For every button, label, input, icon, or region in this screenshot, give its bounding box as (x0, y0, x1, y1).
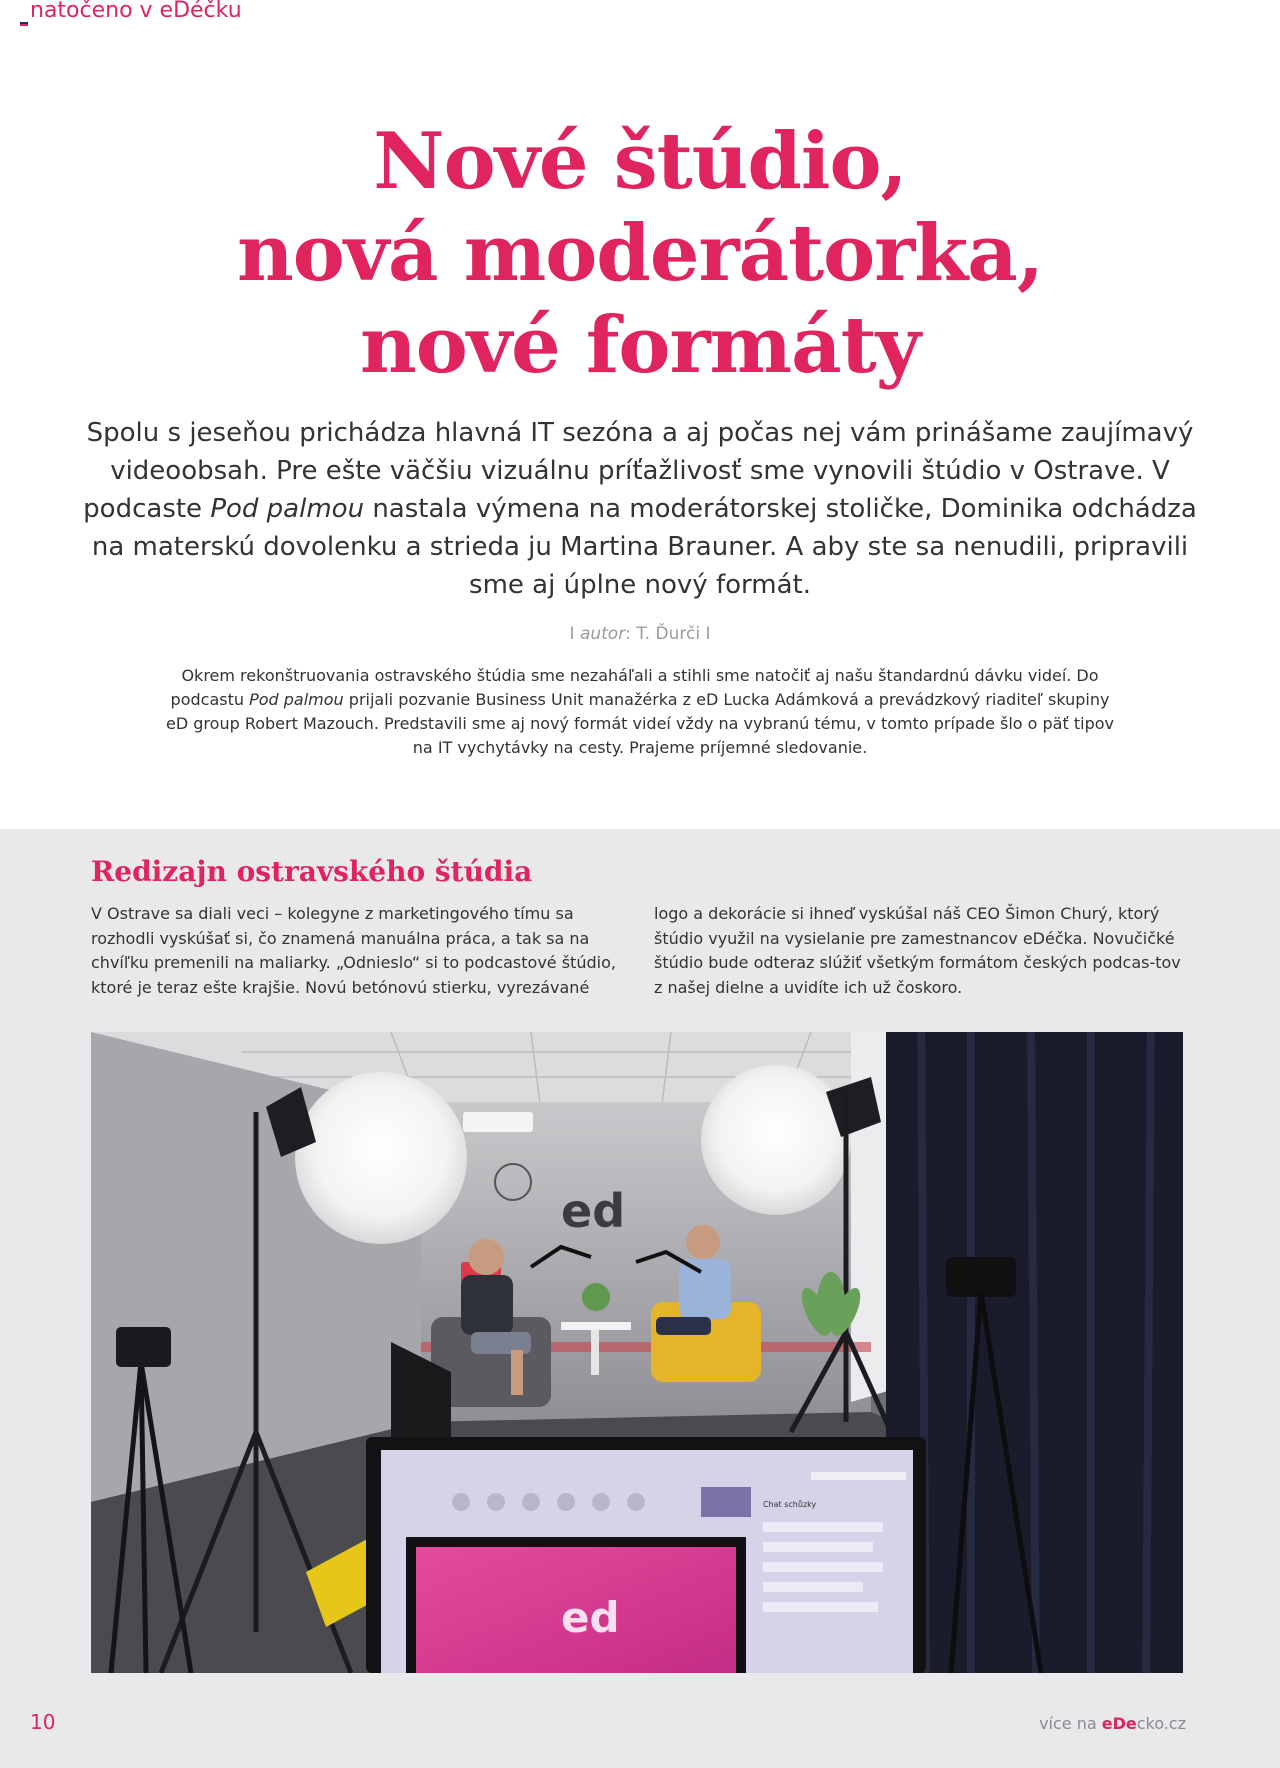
lead-podcast-name: Pod palmou (210, 494, 365, 524)
intro-text-rest: prijali pozvanie Business Unit manažérka z eD Lucka Adámková a prevádzkový riaditeľ skupiny eD group Robert Mazouch. Predstavili sme aj nový formát videí vždy na vybranú tému, v tomto prípade šlo o päť tipov na IT vychytávky na cesty. Prajeme príjemné sledovanie. (166, 690, 1114, 757)
softbox-light-left (295, 1072, 467, 1244)
studio-photo (91, 1032, 1183, 1673)
title-line: Nové štúdio, (373, 116, 907, 207)
author-line (0, 624, 1280, 644)
section-heading: Redizajn ostravského štúdia (91, 855, 533, 888)
section-column-right: logo a dekorácie si ihneď vyskúšal náš CEO Šimon Churý, ktorý štúdio využil na vysielanie pre zamestnancov eDéčka. Novučičké štúdio bude odteraz slúžiť všetkým formátom českých podcas-tov z našej dielne a uvidíte ich už čoskoro. (654, 904, 1181, 997)
article-title (0, 116, 1280, 392)
section-tag: natočeno v eDéčku (30, 0, 242, 23)
author-prefix: I (569, 624, 580, 644)
title-line: nové formáty (360, 300, 920, 391)
lead-text-rest: nastala výmena na moderátorskej stoličke, Dominika odchádza na materskú dovolenku a strieda ju Martina Brauner. A aby ste sa nenudili, pripravili sme aj úplne nový formát. (91, 494, 1197, 600)
title-line: nová moderátorka, (237, 208, 1043, 299)
footer-website-link[interactable] (1039, 1714, 1186, 1733)
article-intro (160, 664, 1120, 760)
section-column-left: V Ostrave sa diali veci – kolegyne z marketingového tímu sa rozhodli vyskúšať si, čo znamená manuálna práca, a tak sa na chvíľku premenili na maliarky. „Odnieslo“ si to podcastové štúdio, ktoré je teraz ešte krajšie. Novú betónovú stierku, vyrezávané (91, 904, 616, 997)
author-name: : T. Ďurči I (625, 624, 711, 644)
intro-podcast-name: Pod palmou (249, 690, 344, 709)
camera-left (116, 1327, 171, 1367)
page-number: 10 (30, 1710, 56, 1734)
intro-text: Okrem rekonštruovania ostravského štúdia sme nezaháľali a stihli sme natočiť aj našu štandardnú dávku videí. Do podcastu (170, 666, 1099, 709)
author-label: autor (579, 624, 626, 644)
article-lead (80, 414, 1200, 604)
lead-text: Spolu s jeseňou prichádza hlavná IT sezóna a aj počas nej vám prinášame zaujímavý videoobsah. Pre ešte väčšiu vizuálnu príťažlivosť sme vynovili štúdio v Ostrave. V podcaste (83, 418, 1194, 524)
softbox-light-right (701, 1065, 851, 1215)
wall-logo: ed (561, 1184, 626, 1238)
footer-prefix: více na (1039, 1714, 1102, 1733)
chat-panel-title: Chat schůzky (763, 1500, 817, 1509)
footer-brand-bold: eDe (1101, 1714, 1137, 1733)
monitor-logo: ed (561, 1593, 620, 1642)
footer-brand-rest: cko.cz (1136, 1714, 1186, 1733)
section-tag-mark (20, 22, 28, 26)
